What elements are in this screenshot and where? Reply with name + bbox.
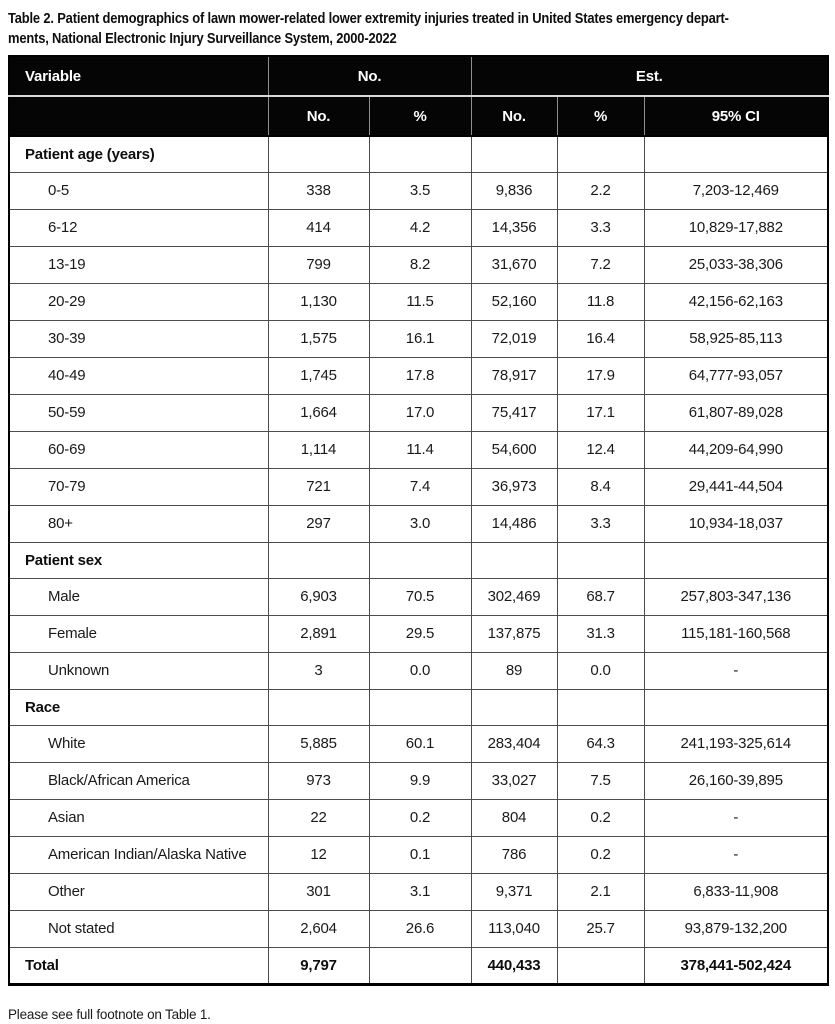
- row-cell: 1,745: [268, 357, 369, 394]
- row-cell: 973: [268, 762, 369, 799]
- group-header-no: No.: [268, 56, 471, 96]
- row-label: Total: [9, 947, 268, 984]
- row-label: 0-5: [9, 172, 268, 209]
- row-cell: 721: [268, 468, 369, 505]
- subheader-no-count: No.: [268, 96, 369, 136]
- row-cell: 241,193-325,614: [644, 725, 828, 762]
- row-cell: [644, 542, 828, 578]
- row-cell: 29.5: [369, 615, 471, 652]
- row-label: Male: [9, 578, 268, 615]
- row-cell: 6,903: [268, 578, 369, 615]
- row-cell: 2,891: [268, 615, 369, 652]
- row-cell: 16.4: [557, 320, 644, 357]
- row-cell: [557, 947, 644, 984]
- row-cell: 1,130: [268, 283, 369, 320]
- row-cell: 29,441-44,504: [644, 468, 828, 505]
- row-cell: 137,875: [471, 615, 557, 652]
- row-label: Patient age (years): [9, 136, 268, 172]
- row-label: Patient sex: [9, 542, 268, 578]
- subheader-no-pct: %: [369, 96, 471, 136]
- table-row: [9, 910, 828, 947]
- row-label: Race: [9, 689, 268, 725]
- row-cell: 78,917: [471, 357, 557, 394]
- row-cell: 17.9: [557, 357, 644, 394]
- row-cell: 17.0: [369, 394, 471, 431]
- row-label: American Indian/Alaska Native: [9, 836, 268, 873]
- row-cell: 8.4: [557, 468, 644, 505]
- row-cell: 257,803-347,136: [644, 578, 828, 615]
- row-cell: 7.4: [369, 468, 471, 505]
- subheader-blank: [9, 96, 268, 136]
- row-cell: 2,604: [268, 910, 369, 947]
- row-cell: 115,181-160,568: [644, 615, 828, 652]
- row-cell: 3.3: [557, 505, 644, 542]
- row-cell: 64,777-93,057: [644, 357, 828, 394]
- table-row: [9, 799, 828, 836]
- row-cell: 42,156-62,163: [644, 283, 828, 320]
- row-cell: 61,807-89,028: [644, 394, 828, 431]
- table-header: [9, 56, 828, 136]
- row-cell: 25.7: [557, 910, 644, 947]
- row-cell: [268, 542, 369, 578]
- row-cell: 22: [268, 799, 369, 836]
- row-cell: 26.6: [369, 910, 471, 947]
- row-cell: 16.1: [369, 320, 471, 357]
- col-header-variable: Variable: [9, 56, 268, 96]
- row-cell: -: [644, 652, 828, 689]
- row-cell: 0.1: [369, 836, 471, 873]
- row-cell: 8.2: [369, 246, 471, 283]
- row-label: 30-39: [9, 320, 268, 357]
- row-cell: 9.9: [369, 762, 471, 799]
- header-group-row: [9, 56, 828, 96]
- row-label: Unknown: [9, 652, 268, 689]
- row-cell: 804: [471, 799, 557, 836]
- row-label: 70-79: [9, 468, 268, 505]
- row-label: 20-29: [9, 283, 268, 320]
- row-cell: 70.5: [369, 578, 471, 615]
- row-cell: 54,600: [471, 431, 557, 468]
- row-cell: 6,833-11,908: [644, 873, 828, 910]
- row-cell: [471, 136, 557, 172]
- group-header-est: Est.: [471, 56, 828, 96]
- row-cell: [369, 542, 471, 578]
- row-cell: 33,027: [471, 762, 557, 799]
- row-cell: 9,836: [471, 172, 557, 209]
- row-cell: 414: [268, 209, 369, 246]
- row-cell: 113,040: [471, 910, 557, 947]
- row-cell: 11.8: [557, 283, 644, 320]
- row-cell: -: [644, 836, 828, 873]
- row-cell: 1,664: [268, 394, 369, 431]
- row-cell: 4.2: [369, 209, 471, 246]
- row-cell: 7.2: [557, 246, 644, 283]
- row-cell: 0.2: [557, 799, 644, 836]
- row-cell: 3.3: [557, 209, 644, 246]
- row-cell: 52,160: [471, 283, 557, 320]
- table-row: [9, 873, 828, 910]
- row-cell: [471, 689, 557, 725]
- row-cell: 72,019: [471, 320, 557, 357]
- row-cell: 3.5: [369, 172, 471, 209]
- row-cell: 26,160-39,895: [644, 762, 828, 799]
- row-cell: 9,797: [268, 947, 369, 984]
- row-cell: 0.0: [557, 652, 644, 689]
- row-cell: 0.0: [369, 652, 471, 689]
- table-row: [9, 725, 828, 762]
- row-cell: 25,033-38,306: [644, 246, 828, 283]
- row-cell: 0.2: [369, 799, 471, 836]
- table-row: [9, 468, 828, 505]
- table-row: [9, 652, 828, 689]
- section-row: [9, 542, 828, 578]
- row-cell: 12.4: [557, 431, 644, 468]
- row-label: Asian: [9, 799, 268, 836]
- row-cell: 5,885: [268, 725, 369, 762]
- table-row: [9, 762, 828, 799]
- table-title: [0, 0, 835, 48]
- row-label: 80+: [9, 505, 268, 542]
- row-label: Black/African America: [9, 762, 268, 799]
- row-cell: 7,203-12,469: [644, 172, 828, 209]
- row-label: Female: [9, 615, 268, 652]
- row-cell: 2.2: [557, 172, 644, 209]
- table-footnote: Please see full footnote on Table 1.: [8, 1006, 211, 1022]
- subheader-est-pct: %: [557, 96, 644, 136]
- row-cell: [557, 542, 644, 578]
- row-cell: 3.1: [369, 873, 471, 910]
- subheader-est-count: No.: [471, 96, 557, 136]
- row-cell: 9,371: [471, 873, 557, 910]
- table-row: [9, 283, 828, 320]
- table-row: [9, 320, 828, 357]
- row-cell: 93,879-132,200: [644, 910, 828, 947]
- row-cell: 10,934-18,037: [644, 505, 828, 542]
- row-label: 13-19: [9, 246, 268, 283]
- table-row: [9, 505, 828, 542]
- row-cell: 0.2: [557, 836, 644, 873]
- row-label: 50-59: [9, 394, 268, 431]
- row-cell: 68.7: [557, 578, 644, 615]
- row-label: Other: [9, 873, 268, 910]
- row-cell: 297: [268, 505, 369, 542]
- row-cell: 786: [471, 836, 557, 873]
- row-label: White: [9, 725, 268, 762]
- table-row: [9, 394, 828, 431]
- row-cell: [268, 689, 369, 725]
- row-label: 40-49: [9, 357, 268, 394]
- total-row: [9, 947, 828, 984]
- row-label: 6-12: [9, 209, 268, 246]
- table-row: [9, 357, 828, 394]
- table-row: [9, 209, 828, 246]
- row-cell: 17.8: [369, 357, 471, 394]
- row-cell: [369, 689, 471, 725]
- row-cell: 378,441-502,424: [644, 947, 828, 984]
- section-row: [9, 689, 828, 725]
- subheader-95ci: 95% CI: [644, 96, 828, 136]
- demographics-table: [8, 55, 829, 986]
- row-cell: [369, 136, 471, 172]
- row-cell: 17.1: [557, 394, 644, 431]
- row-cell: 2.1: [557, 873, 644, 910]
- row-cell: 3.0: [369, 505, 471, 542]
- row-cell: [268, 136, 369, 172]
- row-cell: 31,670: [471, 246, 557, 283]
- row-cell: 1,114: [268, 431, 369, 468]
- table-title-line-1: Table 2. Patient demographics of lawn mower-related lower extremity injuries treated in United States emergency depart-: [8, 10, 729, 27]
- table-row: [9, 172, 828, 209]
- row-cell: 301: [268, 873, 369, 910]
- row-cell: 44,209-64,990: [644, 431, 828, 468]
- row-cell: 338: [268, 172, 369, 209]
- row-label: 60-69: [9, 431, 268, 468]
- row-cell: 11.4: [369, 431, 471, 468]
- row-cell: 75,417: [471, 394, 557, 431]
- row-cell: 7.5: [557, 762, 644, 799]
- table-body: [9, 136, 828, 984]
- row-cell: -: [644, 799, 828, 836]
- section-row: [9, 136, 828, 172]
- row-cell: 440,433: [471, 947, 557, 984]
- row-cell: 302,469: [471, 578, 557, 615]
- row-cell: 58,925-85,113: [644, 320, 828, 357]
- table-row: [9, 431, 828, 468]
- table-row: [9, 615, 828, 652]
- row-cell: [557, 689, 644, 725]
- row-cell: 799: [268, 246, 369, 283]
- row-cell: 14,486: [471, 505, 557, 542]
- row-cell: [557, 136, 644, 172]
- row-cell: 10,829-17,882: [644, 209, 828, 246]
- row-cell: 89: [471, 652, 557, 689]
- row-cell: 64.3: [557, 725, 644, 762]
- row-cell: 11.5: [369, 283, 471, 320]
- header-sub-row: [9, 96, 828, 136]
- row-cell: [471, 542, 557, 578]
- row-cell: 14,356: [471, 209, 557, 246]
- row-cell: 31.3: [557, 615, 644, 652]
- row-cell: [644, 689, 828, 725]
- row-cell: [369, 947, 471, 984]
- row-cell: [644, 136, 828, 172]
- table-row: [9, 836, 828, 873]
- table-row: [9, 578, 828, 615]
- row-cell: 1,575: [268, 320, 369, 357]
- row-cell: 60.1: [369, 725, 471, 762]
- row-cell: 3: [268, 652, 369, 689]
- row-cell: 283,404: [471, 725, 557, 762]
- row-cell: 12: [268, 836, 369, 873]
- row-label: Not stated: [9, 910, 268, 947]
- table-row: [9, 246, 828, 283]
- table-title-line-2: ments, National Electronic Injury Surveillance System, 2000-2022: [8, 29, 397, 47]
- row-cell: 36,973: [471, 468, 557, 505]
